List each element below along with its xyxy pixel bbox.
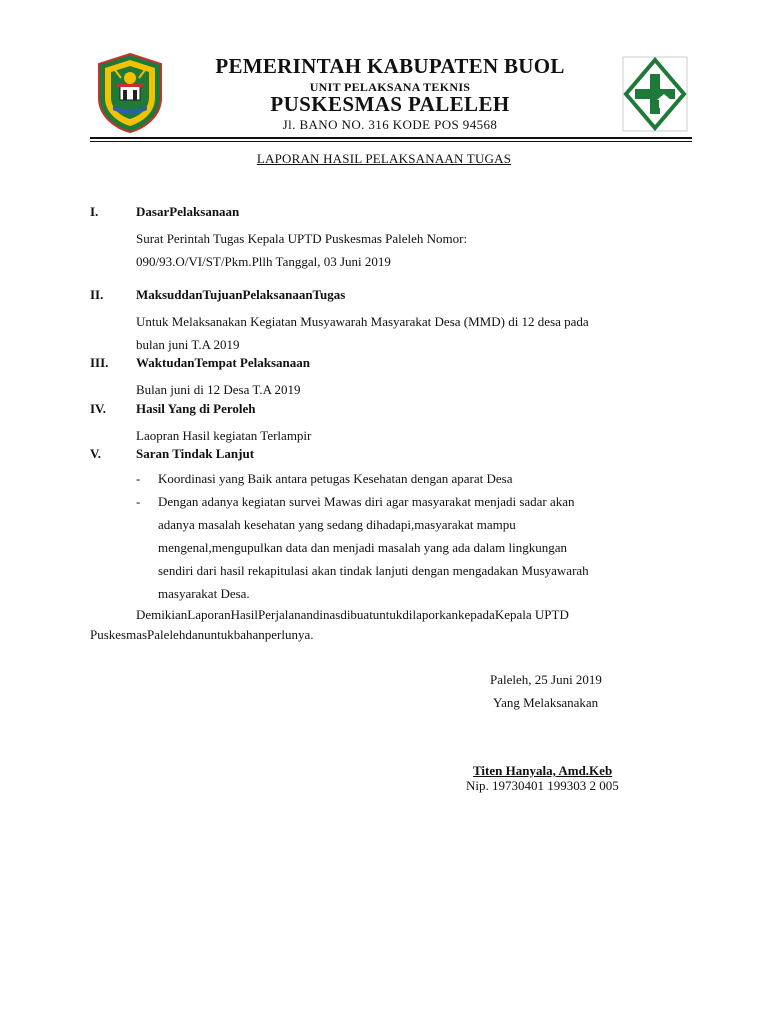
section-number: II. xyxy=(90,287,104,302)
section-text: Bulan juni di 12 Desa T.A 2019 xyxy=(136,382,301,397)
list-item-text: mengenal,mengupulkan data dan menjadi masalah yang ada dalam lingkungan xyxy=(158,540,568,555)
section-heading: Hasil Yang di Peroleh xyxy=(136,401,256,416)
puskesmas-cross-icon xyxy=(622,56,688,132)
section-text: 090/93.O/VI/ST/Pkm.Pllh Tanggal, 03 Juni 2019 xyxy=(136,254,391,269)
section-text: bulan juni T.A 2019 xyxy=(136,337,240,352)
signer-nip: Nip. 19730401 199303 2 005 xyxy=(466,778,619,793)
letterhead-rule-thin xyxy=(90,141,692,142)
section-text: Laopran Hasil kegiatan Terlampir xyxy=(136,428,312,443)
section-heading: Saran Tindak Lanjut xyxy=(136,446,255,461)
letterhead-unit: UNIT PELAKSANA TEKNIS xyxy=(309,80,471,94)
section-number: I. xyxy=(90,204,99,219)
list-item-text: sendiri dari hasil rekapitulasi akan tindak lanjuti dengan mengadakan Musyawarah xyxy=(158,563,589,578)
report-title: LAPORAN HASIL PELAKSANAAN TUGAS xyxy=(256,151,512,166)
list-item-text: adanya masalah kesehatan yang sedang dihadapi,masyarakat mampu xyxy=(158,517,516,532)
list-item-text: Dengan adanya kegiatan survei Mawas diri agar masyarakat menjadi sadar akan xyxy=(158,494,575,509)
section-text: Untuk Melaksanakan Kegiatan Musyawarah Masyarakat Desa (MMD) di 12 desa pada xyxy=(136,314,589,329)
letterhead-address: Jl. BANO NO. 316 KODE POS 94568 xyxy=(282,117,498,132)
closing-statement: DemikianLaporanHasilPerjalanandinasdibuatuntukdilaporkankepadaKepala UPTD xyxy=(136,607,569,622)
bullet-dash: - xyxy=(136,471,141,486)
section-number: IV. xyxy=(90,401,107,416)
section-text: Surat Perintah Tugas Kepala UPTD Puskesmas Paleleh Nomor: xyxy=(136,231,468,246)
section-heading: DasarPelaksanaan xyxy=(136,204,240,219)
section-heading: MaksuddanTujuanPelaksanaanTugas xyxy=(136,287,346,302)
section-heading: WaktudanTempat Pelaksanaan xyxy=(136,355,310,370)
regency-crest-icon xyxy=(95,52,165,134)
section-number: V. xyxy=(90,446,101,461)
place-date: Paleleh, 25 Juni 2019 xyxy=(490,672,602,687)
signer-name: Titen Hanyala, Amd.Keb xyxy=(473,763,613,778)
letterhead-government: PEMERINTAH KABUPATEN BUOL xyxy=(215,54,565,78)
letterhead-rule xyxy=(90,137,692,139)
list-item-text: Koordinasi yang Baik antara petugas Kesehatan dengan aparat Desa xyxy=(158,471,513,486)
letterhead-puskesmas: PUSKESMAS PALELEH xyxy=(270,92,510,116)
closing-statement-cont: PuskesmasPalelehdanuntukbahanperlunya. xyxy=(90,627,314,642)
list-item-text: masyarakat Desa. xyxy=(158,586,250,601)
section-number: III. xyxy=(90,355,109,370)
signer-role: Yang Melaksanakan xyxy=(493,695,599,710)
bullet-dash: - xyxy=(136,494,141,509)
